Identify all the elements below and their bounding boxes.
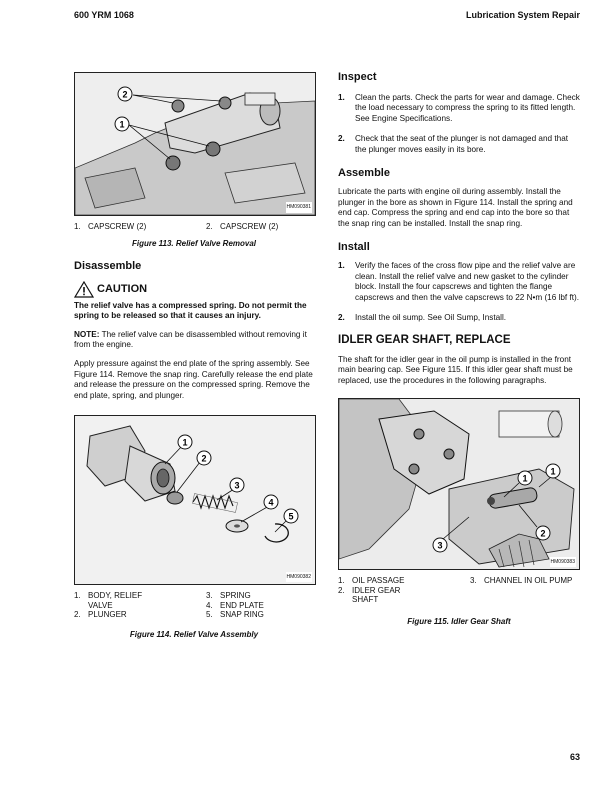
- note-text: The relief valve can be disassembled without removing it from the engine.: [74, 329, 307, 350]
- callout-2: 2: [122, 89, 128, 100]
- legend-item: 1. OIL PASSAGE: [338, 576, 405, 586]
- right-column: [338, 72, 580, 628]
- caution-text: The relief valve has a compressed spring. Do not permit the spring to be released so that it causes an injury.: [74, 300, 307, 321]
- figure-113-id: HM090381: [286, 202, 312, 213]
- callout-3: 3: [437, 540, 443, 551]
- callout-3: 3: [234, 480, 240, 491]
- header-right: Lubrication System Repair: [465, 10, 580, 20]
- idler-gear-heading: IDLER GEAR SHAFT, REPLACE: [338, 334, 511, 347]
- left-column: [74, 72, 314, 641]
- figure-114-illustration: [74, 415, 316, 585]
- legend-item: 2. IDLER GEAR SHAFT: [338, 585, 401, 605]
- callout-1-second: 1: [522, 473, 528, 484]
- figure-115-illustration: [338, 398, 580, 570]
- callout-1: 1: [550, 466, 556, 477]
- legend-item: 1. BODY, RELIEF VALVE: [74, 591, 143, 610]
- figure-114-legend: [74, 591, 314, 620]
- legend-item: 4. END PLATE: [206, 600, 264, 610]
- disassemble-paragraph: Apply pressure against the end plate of the spring assembly. See Figure 114. Remove the snap ring. Carefully release the end plate and release the pressure on the compressed spring. Remove the end plate, spring, and plunger.: [74, 359, 313, 400]
- warning-triangle-icon: [74, 281, 94, 298]
- relief-valve-assembly-drawing: [75, 416, 315, 584]
- figure-113-legend: [74, 222, 314, 232]
- idler-gear-paragraph: The shaft for the idler gear in the oil pump is installed in the front main bearing cap. See Figure 115. If this idler gear shaft must be replaced, use the procedures in the following paragraphs.: [338, 354, 573, 385]
- legend-item: 5. SNAP RING: [206, 610, 264, 620]
- inspect-step: 1. Clean the parts. Check the parts for wear and damage. Check the load necessary to compress the spring to its fitted length. See Engine Specifications.: [338, 92, 580, 123]
- note-label: NOTE:: [74, 329, 100, 339]
- figure-114-id: HM090382: [286, 572, 312, 583]
- figure-113-caption: Figure 113. Relief Valve Removal: [131, 238, 257, 248]
- inspect-step: 2. Check that the seat of the plunger is not damaged and that the plunger moves easily in its bore.: [338, 134, 569, 154]
- install-step: 2. Install the oil sump. See Oil Sump, Install.: [338, 312, 507, 322]
- header-left: 600 YRM 1068: [74, 10, 134, 20]
- note-paragraph: [74, 330, 314, 351]
- install-step: 1. Verify the faces of the cross flow pipe and the relief valve are clean. Install the relief valve and new gasket to the cylinder block. Install the four capscrews and tighten the flange capscrews and then the valve capscrews to 22 N•m (16 lbf ft).: [338, 261, 580, 302]
- callout-2: 2: [540, 528, 546, 539]
- figure-115-caption: Figure 115. Idler Gear Shaft: [407, 616, 511, 626]
- inspect-heading: Inspect: [338, 71, 377, 83]
- callout-1: 1: [119, 119, 125, 130]
- legend-item: 2. CAPSCREW (2): [206, 222, 279, 231]
- callout-1: 1: [182, 437, 188, 448]
- figure-115-id: HM090383: [550, 557, 576, 568]
- figure-115-legend: [338, 576, 580, 605]
- assemble-paragraph: Lubricate the parts with engine oil during assembly. Install the plunger in the bore as shown in Figure 114. Install the spring and end cap. Compress the spring and end cap into the bore so that the snap ring can be installed. Install the snap ring.: [338, 187, 573, 228]
- legend-item: 3. CHANNEL IN OIL PUMP: [470, 576, 573, 586]
- callout-5: 5: [288, 511, 294, 522]
- callout-4: 4: [268, 497, 274, 508]
- figure-114-caption: Figure 114. Relief Valve Assembly: [129, 629, 259, 639]
- install-heading: Install: [338, 240, 370, 253]
- legend-item: 3. SPRING: [206, 591, 251, 601]
- assemble-heading: Assemble: [338, 166, 390, 179]
- idler-gear-shaft-drawing: [339, 399, 579, 569]
- figure-113-illustration: [74, 72, 316, 216]
- legend-item: 2. PLUNGER: [74, 610, 127, 620]
- page-number: 63: [569, 752, 580, 762]
- relief-valve-removal-drawing: [75, 73, 315, 215]
- caution-label: CAUTION: [97, 282, 148, 295]
- legend-item: 1. CAPSCREW (2): [74, 222, 147, 231]
- disassemble-heading: Disassemble: [74, 260, 142, 273]
- callout-2: 2: [201, 453, 207, 464]
- caution-heading: [74, 281, 314, 298]
